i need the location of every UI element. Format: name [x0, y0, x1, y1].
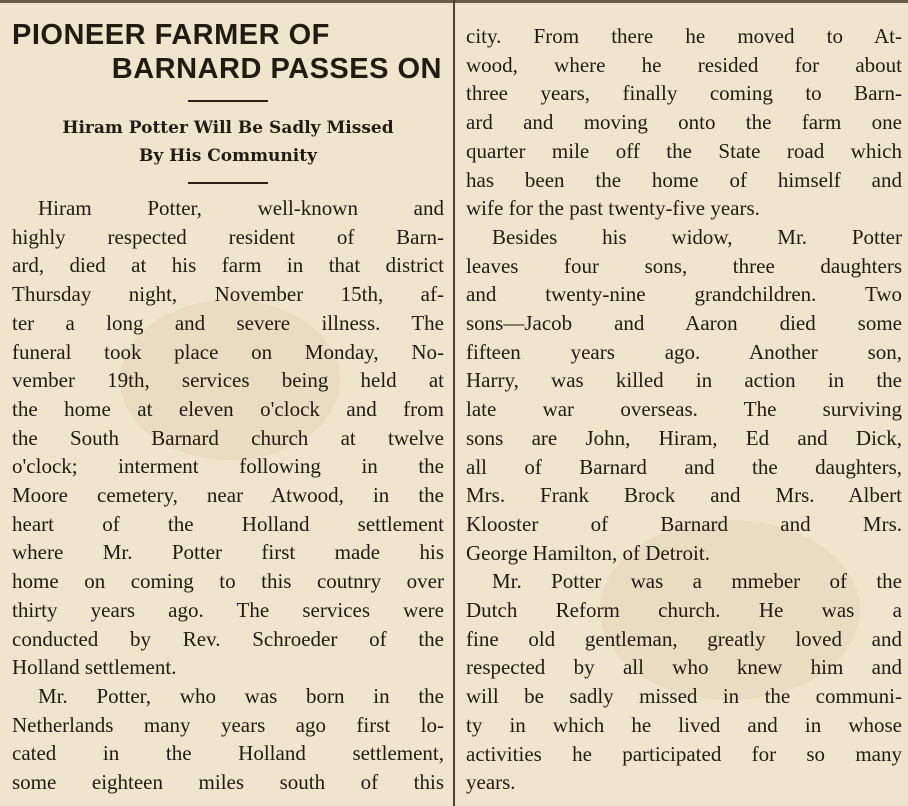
headline-line-2: BARNARD PASSES ON	[111, 53, 442, 85]
text-line: thirty years ago. The services were	[12, 597, 444, 622]
text-line: vember 19th, services being held at	[12, 368, 444, 393]
subheadline	[12, 114, 444, 170]
text-line: sons are John, Hiram, Ed and Dick,	[466, 425, 902, 450]
paragraph-survivors	[466, 223, 902, 567]
text-line: cated in the Holland settlement,	[12, 741, 444, 766]
headline-divider	[188, 100, 268, 102]
text-line: Moore cemetery, near Atwood, in the	[12, 483, 444, 508]
text-line: ty in which he lived and in whose	[466, 712, 902, 737]
text-line: wife for the past twenty-five years.	[466, 196, 760, 221]
text-line: and twenty-nine grandchildren. Two	[466, 282, 902, 307]
text-line: three years, finally coming to Barn-	[466, 81, 902, 106]
text-line: ard and moving onto the farm one	[466, 110, 902, 135]
text-line: o'clock; interment following in the	[12, 454, 444, 479]
text-line: late war overseas. The surviving	[466, 397, 902, 422]
headline	[12, 18, 444, 86]
text-line: quarter mile off the State road which	[466, 138, 902, 163]
text-line: George Hamilton, of Detroit.	[466, 540, 710, 565]
text-line: the home at eleven o'clock and from	[12, 396, 444, 421]
paragraph-church-and-character	[466, 567, 902, 797]
subheadline-divider	[188, 182, 268, 184]
column-divider	[453, 0, 455, 806]
text-line: years.	[466, 770, 516, 795]
text-line: Holland settlement.	[12, 655, 177, 680]
text-line: all of Barnard and the daughters,	[466, 454, 902, 479]
right-column	[456, 0, 908, 806]
text-line: respected by all who knew him and	[466, 655, 902, 680]
text-line: ard, died at his farm in that district	[12, 253, 444, 278]
text-line: highly respected resident of Barn-	[12, 224, 444, 249]
paragraph-biography-cont	[466, 22, 902, 223]
text-line: the South Barnard church at twelve	[12, 425, 444, 450]
text-line: activities he participated for so many	[466, 741, 902, 766]
text-line: conducted by Rev. Schroeder of the	[12, 626, 444, 651]
text-line: city. From there he moved to At-	[466, 24, 902, 48]
text-line: where Mr. Potter first made his	[12, 540, 444, 565]
subheadline-line-2: By His Community	[139, 146, 317, 166]
text-line: Thursday night, November 15th, af-	[12, 282, 444, 307]
text-line: ter a long and severe illness. The	[12, 310, 444, 335]
headline-line-1: PIONEER FARMER OF	[12, 19, 330, 51]
text-line: Klooster of Barnard and Mrs.	[466, 511, 902, 536]
paragraph-obituary-intro	[12, 194, 444, 682]
paragraph-biography-start	[12, 682, 444, 797]
text-line: some eighteen miles south of this	[12, 770, 444, 795]
text-line: funeral took place on Monday, No-	[12, 339, 444, 364]
text-line: fine old gentleman, greatly loved and	[466, 626, 902, 651]
text-line: Mr. Potter was a mmeber of the	[492, 569, 902, 594]
text-line: Dutch Reform church. He was a	[466, 598, 902, 623]
text-line: Hiram Potter, well-known and	[38, 196, 444, 220]
text-line: Mr. Potter, who was born in the	[38, 683, 444, 708]
text-line: Netherlands many years ago first lo-	[12, 712, 444, 737]
text-line: will be sadly missed in the communi-	[466, 684, 902, 709]
text-line: home on coming to this coutnry over	[12, 569, 444, 594]
text-line: Mrs. Frank Brock and Mrs. Albert	[466, 483, 902, 508]
text-line: wood, where he resided for about	[466, 52, 902, 77]
text-line: Besides his widow, Mr. Potter	[492, 224, 902, 249]
text-line: sons—Jacob and Aaron died some	[466, 311, 902, 336]
text-line: heart of the Holland settlement	[12, 511, 444, 536]
text-line: has been the home of himself and	[466, 167, 902, 192]
subheadline-line-1: Hiram Potter Will Be Sadly Missed	[62, 118, 394, 138]
text-line: Harry, was killed in action in the	[466, 368, 902, 393]
text-line: leaves four sons, three daughters	[466, 253, 902, 278]
text-line: fifteen years ago. Another son,	[466, 339, 902, 364]
